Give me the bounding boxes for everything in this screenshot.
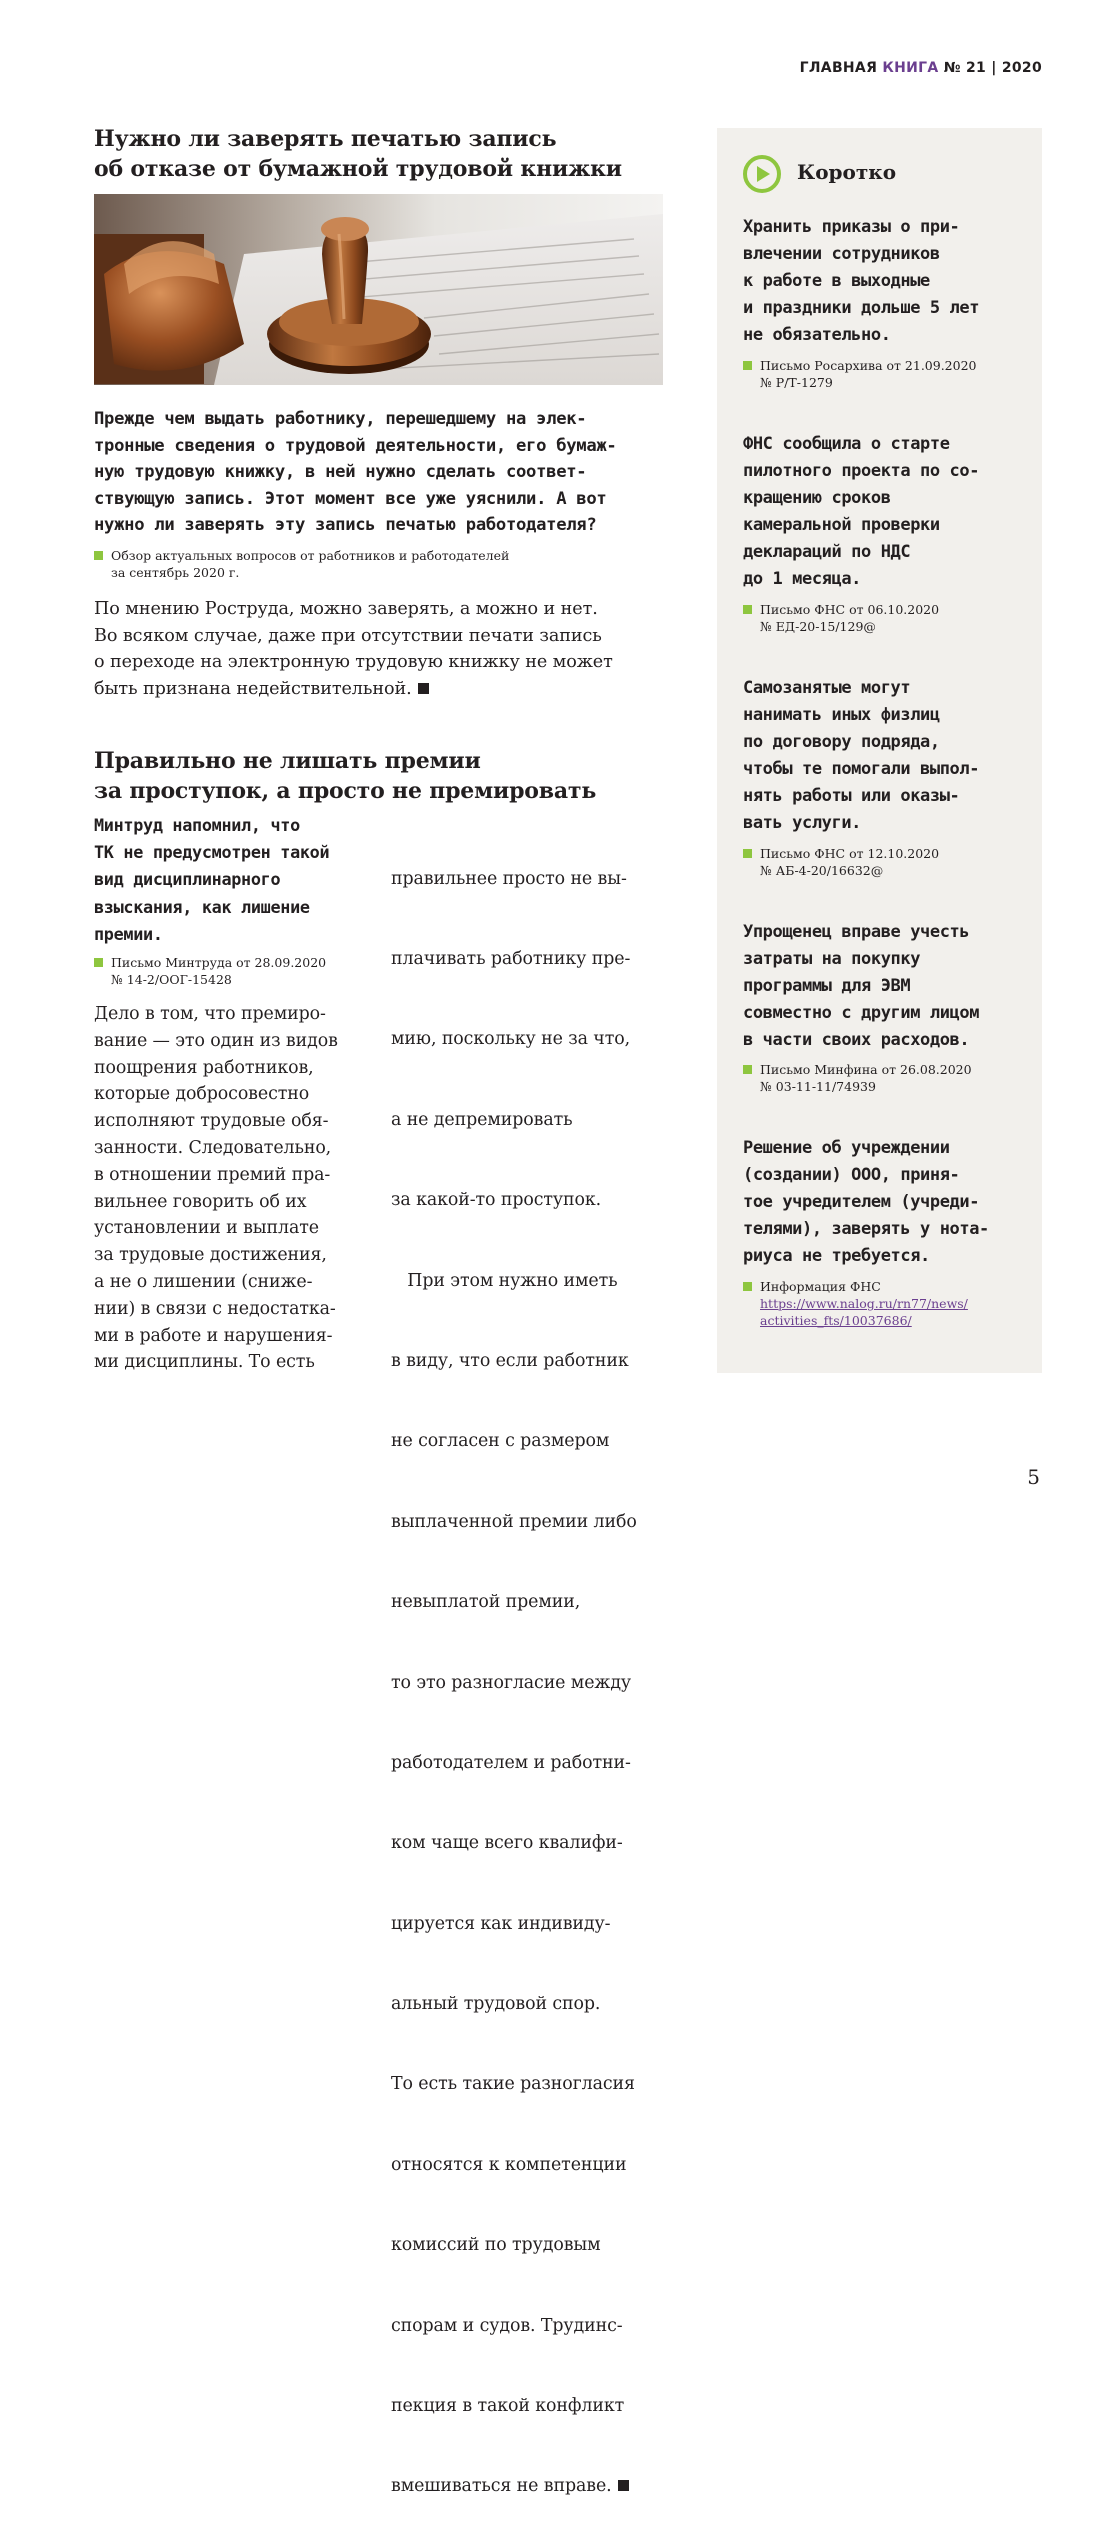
article1-lead (94, 406, 616, 539)
end-mark-icon (618, 2480, 629, 2491)
sidebar-item (743, 675, 979, 837)
body-line: То есть такие разногласия (391, 2074, 635, 2095)
item-line: (создании) ООО, приня- (743, 1165, 960, 1185)
item-line: программы для ЭВМ (743, 976, 911, 996)
item-line: пилотного проекта по со- (743, 461, 980, 481)
body-line: поощрения работников, (94, 1057, 314, 1078)
body-line: пекция в такой конфликт (391, 2396, 625, 2417)
body-line: плачивать работнику пре- (391, 948, 631, 969)
body-line: Дело в том, что премиро- (94, 1004, 326, 1024)
header-issue: № 21 | 2020 (943, 60, 1042, 76)
body-line: ком чаще всего квалифи- (391, 1833, 623, 1854)
lead-line: нужно ли заверять эту запись печатью работодателя? (94, 515, 597, 535)
source-line: № ЕД-20-15/129@ (760, 619, 876, 634)
item-line: в части своих расходов. (743, 1030, 970, 1050)
article2-source (94, 954, 326, 988)
body-line: занности. Следовательно, (94, 1137, 332, 1158)
lead-line: тронные сведения о трудовой деятельности, его бумаж- (94, 435, 617, 456)
article1-title-line: Нужно ли заверять печатью запись (94, 126, 557, 152)
green-square-icon (743, 361, 752, 370)
body-line: в отношении премий пра- (94, 1164, 331, 1185)
lead-line: Минтруд напомнил, что (94, 815, 300, 835)
article1-source (94, 547, 509, 581)
green-square-icon (743, 849, 752, 858)
item-line: по договору подряда, (743, 732, 940, 752)
article2-title-line: за проступок, а просто не премировать (94, 778, 597, 804)
green-square-icon (743, 1282, 752, 1291)
green-square-icon (743, 1065, 752, 1074)
lead-line: ствующую запись. Этот момент все уже уяснили. А вот (94, 488, 607, 509)
body-line: вильнее говорить об их (94, 1191, 307, 1212)
item-line: нанимать иных физлиц (743, 705, 940, 725)
source-line: № Р/Т-1279 (760, 375, 833, 390)
article1-title (94, 124, 622, 184)
body-line: нии) в связи с недостатка- (94, 1298, 336, 1319)
sidebar-item-source (743, 357, 976, 391)
source-line: № 14-2/ООГ-15428 (111, 972, 232, 987)
body-line: ми в работе и нарушения- (94, 1325, 333, 1346)
body-line: исполняют трудовые обя- (94, 1111, 329, 1132)
source-line: Письмо Росархива от 21.09.2020 (760, 358, 977, 373)
source-line: Информация ФНС (760, 1279, 881, 1294)
item-line: Решение об учреждении (743, 1138, 950, 1158)
body-line: выплаченной премии либо (391, 1511, 637, 1532)
sidebar-item (743, 431, 979, 593)
body-line: за какой-то проступок. (391, 1190, 602, 1211)
article2-col1 (94, 1001, 338, 1376)
item-line: вать услуги. (743, 813, 862, 833)
source-line: Письмо ФНС от 06.10.2020 (760, 602, 940, 617)
body-line: правильнее просто не вы- (391, 868, 627, 889)
body-line: работодателем и работни- (391, 1752, 631, 1773)
body-line: цируется как индивиду- (391, 1913, 611, 1934)
item-line: Упрощенец вправе учесть (743, 922, 970, 942)
sidebar-item (743, 1135, 989, 1270)
body-line: вмешиваться не вправе. (391, 2476, 612, 2497)
stamp-photo (94, 194, 663, 385)
item-line: риуса не требуется. (743, 1246, 930, 1266)
header-title-accent: КНИГА (882, 60, 939, 76)
body-line: ми дисциплины. То есть (94, 1352, 315, 1373)
body-line: альный трудовой спор. (391, 1994, 601, 2015)
item-line: и праздники дольше 5 лет (743, 298, 980, 318)
header-title: ГЛАВНАЯ (799, 60, 878, 76)
body-line: При этом нужно иметь (391, 1270, 618, 1291)
sidebar-item (743, 214, 979, 349)
item-line: Самозанятые могут (743, 678, 911, 698)
source-line: Обзор актуальных вопросов от работников и работодателей (111, 548, 510, 563)
sidebar-item-source (743, 845, 939, 879)
article2-title-line: Правильно не лишать премии (94, 748, 481, 774)
body-line: относятся к компетенции (391, 2154, 627, 2175)
source-link[interactable]: activities_fts/10037686/ (760, 1313, 912, 1328)
source-line: № 03-11-11/74939 (760, 1079, 876, 1094)
green-square-icon (94, 551, 103, 560)
source-line: № АБ-4-20/16632@ (760, 863, 884, 878)
item-line: нять работы или оказы- (743, 786, 960, 806)
body-line: а не депремировать (391, 1109, 573, 1130)
source-link[interactable]: https://www.nalog.ru/rn77/news/ (760, 1296, 968, 1311)
body-line: невыплатой премии, (391, 1592, 581, 1613)
source-line: за сентябрь 2020 г. (111, 565, 240, 580)
article2-lead (94, 812, 329, 948)
play-icon (742, 154, 782, 194)
item-line: телями), заверять у нота- (743, 1219, 989, 1239)
article1-title-line: об отказе от бумажной трудовой книжки (94, 156, 622, 182)
article2-title (94, 746, 596, 806)
lead-line: вид дисциплинарного (94, 869, 281, 890)
item-line: влечении сотрудников (743, 244, 940, 264)
lead-line: взыскания, как лишение (94, 896, 310, 917)
body-line: то это разногласие между (391, 1672, 632, 1693)
lead-line: ТК не предусмотрен такой (94, 842, 330, 863)
sidebar-item-source (743, 1278, 968, 1329)
article1-body (94, 596, 613, 702)
sidebar-title: Коротко (797, 160, 897, 184)
source-line: Письмо ФНС от 12.10.2020 (760, 846, 940, 861)
source-line: Письмо Минфина от 26.08.2020 (760, 1062, 972, 1077)
item-line: чтобы те помогали выпол- (743, 759, 980, 779)
sidebar-item-source (743, 1061, 972, 1095)
body-line: в виду, что если работник (391, 1350, 629, 1371)
sidebar-item-source (743, 601, 939, 635)
green-square-icon (94, 958, 103, 967)
running-header (800, 60, 1042, 76)
lead-line: ную трудовую книжку, в ней нужно сделать соответ- (94, 462, 587, 482)
item-line: затраты на покупку (743, 949, 921, 969)
item-line: Хранить приказы о при- (743, 217, 960, 237)
body-line: По мнению Роструда, можно заверять, а можно и нет. (94, 599, 598, 619)
lead-line: премии. (94, 923, 163, 944)
item-line: к работе в выходные (743, 271, 930, 291)
item-line: до 1 месяца. (743, 569, 862, 589)
body-line: за трудовые достижения, (94, 1245, 327, 1266)
article2-col2 (391, 812, 637, 2527)
lead-line: Прежде чем выдать работнику, перешедшему на элек- (94, 409, 587, 429)
item-line: не обязательно. (743, 325, 891, 345)
body-line: спорам и судов. Трудинс- (391, 2315, 623, 2336)
body-line: а не о лишении (сниже- (94, 1271, 313, 1292)
end-mark-icon (418, 683, 429, 694)
body-line: не согласен с размером (391, 1431, 610, 1452)
item-line: кращению сроков (743, 488, 891, 508)
item-line: камеральной проверки (743, 515, 940, 535)
item-line: деклараций по НДС (743, 542, 911, 562)
body-line: быть признана недействительной. (94, 678, 412, 699)
body-line: установлении и выплате (94, 1218, 319, 1239)
item-line: совместно с другим лицом (743, 1003, 980, 1023)
item-line: ФНС сообщила о старте (743, 434, 950, 454)
green-square-icon (743, 605, 752, 614)
source-line: Письмо Минтруда от 28.09.2020 (111, 955, 327, 970)
body-line: мию, поскольку не за что, (391, 1029, 631, 1050)
body-line: комиссий по трудовым (391, 2235, 601, 2256)
body-line: вание — это один из видов (94, 1030, 338, 1051)
sidebar-item (743, 919, 979, 1054)
body-line: которые добросовестно (94, 1084, 310, 1105)
body-line: о переходе на электронную трудовую книжку не может (94, 652, 613, 673)
body-line: Во всяком случае, даже при отсутствии печати запись (94, 625, 602, 646)
item-line: тое учредителем (учреди- (743, 1192, 980, 1212)
page-number: 5 (1027, 1465, 1040, 1489)
